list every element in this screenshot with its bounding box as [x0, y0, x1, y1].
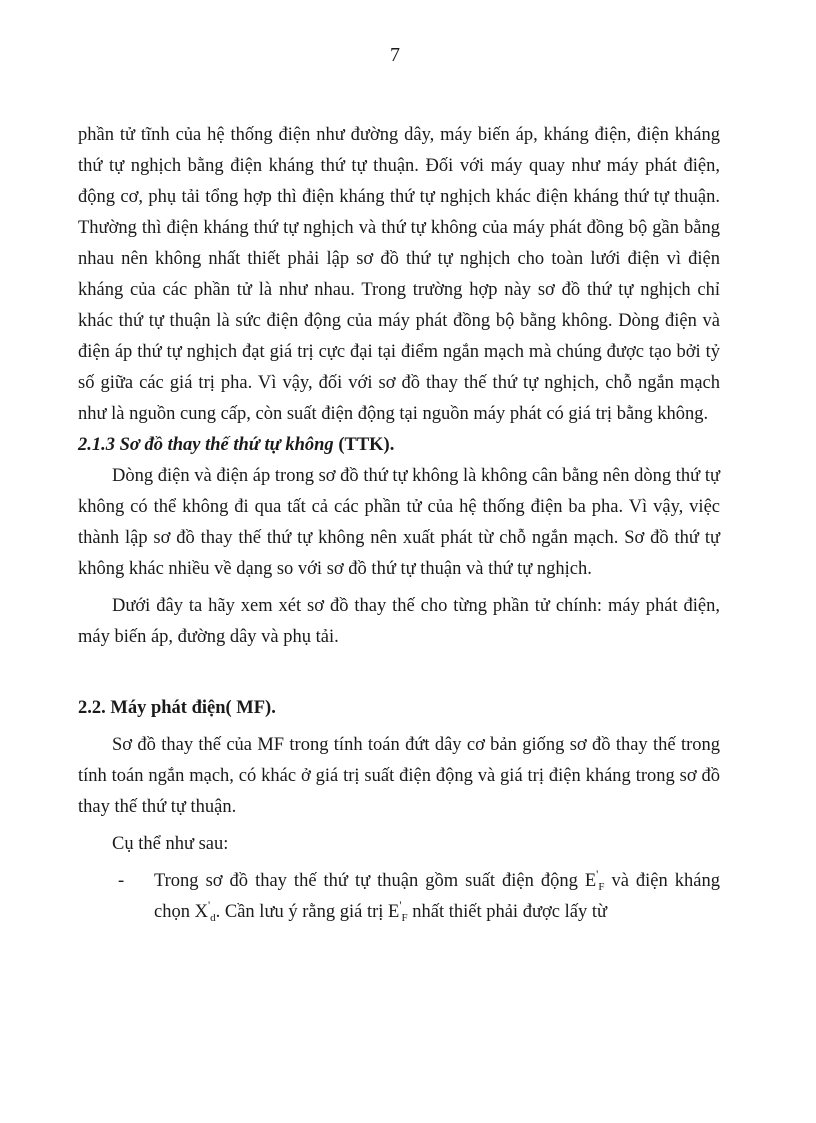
paragraph-generator-scheme: Sơ đồ thay thế của MF trong tính toán đứt dây cơ bản giống sơ đồ thay thế trong tính toán ngắn mạch, có khác ở giá trị suất điện động và giá trị điện kháng trong sơ đồ thay thế thứ tự thuận.: [78, 735, 720, 817]
page-number: 7: [390, 44, 400, 66]
prime-mark-e2: ': [399, 898, 402, 912]
bullet-item-positive-sequence: [78, 866, 720, 928]
section-heading-2-1-3-text: 2.1.3 Sơ đồ thay thế thứ tự không: [78, 435, 334, 455]
paragraph-zero-sequence: Dòng điện và điện áp trong sơ đồ thứ tự không là không cân bằng nên dòng thứ tự không có thể không đi qua tất cả các phần tử của hệ thống điện ba pha. Vì vậy, việc thành lập sơ đồ thay thế thứ tự không nên xuất phát từ chỗ ngắn mạch. Sơ đồ thứ tự không khác nhiều về dạng so với sơ đồ thứ tự thuận và thứ tự nghịch.: [78, 466, 720, 579]
paragraph-negative-sequence: phần tử tĩnh của hệ thống điện như đường dây, máy biến áp, kháng điện, điện kháng thứ tự nghịch bằng điện kháng thứ tự thuận. Đối với máy quay như máy phát điện, động cơ, phụ tải tổng hợp thì điện kháng thứ tự nghịch khác điện kháng thứ tự thuận. Thường thì điện kháng thứ tự nghịch và thứ tự không của máy phát đồng bộ gần bằng nhau nên không nhất thiết phải lập sơ đồ thứ tự nghịch cho toàn lưới điện vì điện kháng của các phần tử là như nhau. Trong trường hợp này sơ đồ thứ tự nghịch chỉ khác thứ tự thuận là sức điện động của máy phát đồng bộ bằng không. Dòng điện và điện áp thứ tự nghịch đạt giá trị cực đại tại điểm ngắn mạch mà chúng được tạo bởi tỷ số giữa các giá trị pha. Vì vậy, đối với sơ đồ thay thế thứ tự nghịch, chỗ ngắn mạch như là nguồn cung cấp, còn suất điện động tại nguồn máy phát có giá trị bằng không.: [78, 125, 720, 424]
subscript-f2: F: [401, 912, 408, 924]
bullet-text-part2: và điện kháng chọn X: [154, 871, 720, 922]
bullet-text: [154, 866, 720, 928]
prime-mark: ': [596, 867, 599, 881]
bullet-text-part1: Trong sơ đồ thay thế thứ tự thuận gồm suất điện động E: [154, 871, 597, 891]
subscript-f: F: [598, 881, 605, 893]
paragraph-main-elements: Dưới đây ta hãy xem xét sơ đồ thay thế cho từng phần tử chính: máy phát điện, máy biến áp, đường dây và phụ tải.: [78, 596, 720, 647]
subscript-d: d: [210, 912, 216, 924]
bullet-dash: -: [118, 871, 125, 891]
section-heading-2-2: 2.2. Máy phát điện( MF).: [78, 698, 276, 718]
document-body: [78, 120, 720, 928]
prime-mark-x: ': [207, 898, 211, 912]
bullet-text-part4: nhất thiết phải được lấy từ: [407, 902, 607, 922]
bullet-text-part3: . Cần lưu ý rằng giá trị E: [215, 902, 400, 922]
paragraph-specifically: Cụ thể như sau:: [112, 834, 229, 854]
section-heading-2-1-3-suffix: (TTK).: [333, 435, 395, 455]
section-heading-2-1-3: [78, 430, 720, 461]
